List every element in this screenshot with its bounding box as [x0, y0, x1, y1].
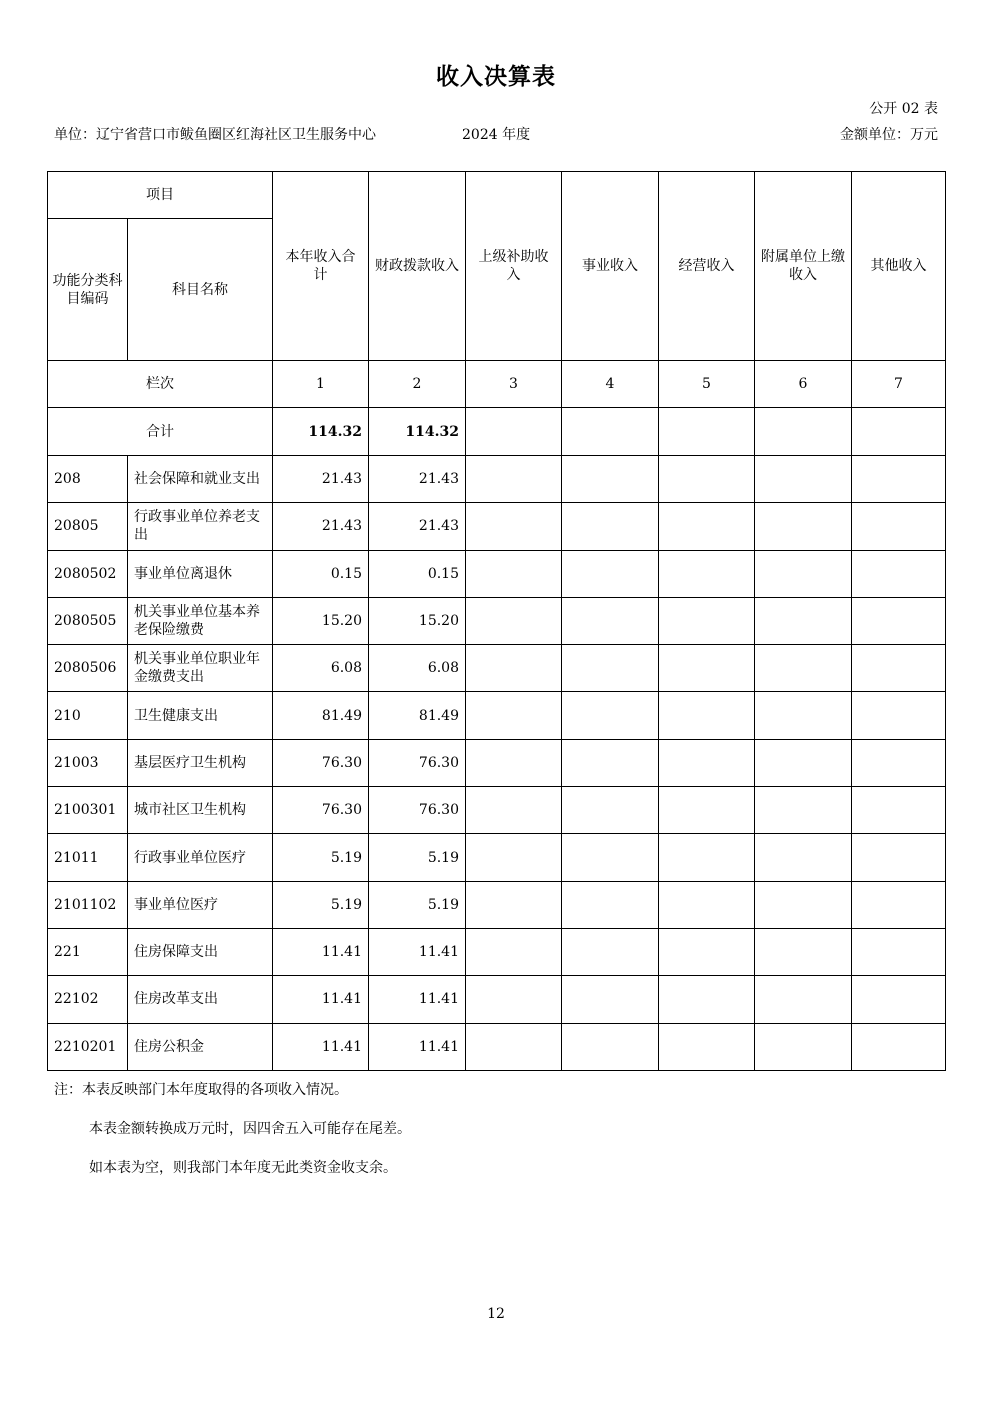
row-code: 20805	[48, 503, 128, 550]
table-row	[48, 645, 946, 692]
empty-cell	[562, 645, 659, 692]
table-row	[48, 1023, 946, 1070]
header-other: 其他收入	[852, 172, 946, 361]
empty-cell	[562, 787, 659, 834]
row-total: 76.30	[273, 787, 369, 834]
row-code: 21011	[48, 834, 128, 881]
header-affiliated: 附属单位上缴收入	[755, 172, 852, 361]
empty-cell	[659, 881, 755, 928]
column-index-7: 7	[852, 361, 946, 408]
row-fiscal: 76.30	[369, 739, 466, 786]
summary-row	[48, 408, 946, 456]
row-code: 2100301	[48, 787, 128, 834]
row-fiscal: 21.43	[369, 456, 466, 503]
empty-cell	[466, 1023, 562, 1070]
row-fiscal: 81.49	[369, 692, 466, 739]
row-code: 208	[48, 456, 128, 503]
empty-cell	[562, 503, 659, 550]
row-code: 2210201	[48, 1023, 128, 1070]
empty-cell	[466, 881, 562, 928]
row-total: 11.41	[273, 1023, 369, 1070]
row-total: 81.49	[273, 692, 369, 739]
empty-cell	[852, 645, 946, 692]
header-business: 事业收入	[562, 172, 659, 361]
table-row	[48, 456, 946, 503]
row-fiscal: 11.41	[369, 1023, 466, 1070]
row-code: 21003	[48, 739, 128, 786]
summary-total: 114.32	[273, 408, 369, 456]
empty-cell	[659, 976, 755, 1023]
row-name: 社会保障和就业支出	[128, 456, 273, 503]
table-row	[48, 739, 946, 786]
empty-cell	[755, 503, 852, 550]
row-name: 事业单位医疗	[128, 881, 273, 928]
empty-cell	[659, 928, 755, 975]
header-name: 科目名称	[128, 219, 273, 361]
empty-cell	[659, 456, 755, 503]
empty-cell	[562, 550, 659, 597]
column-index-label: 栏次	[48, 361, 273, 408]
empty-cell	[466, 692, 562, 739]
column-index-6: 6	[755, 361, 852, 408]
row-fiscal: 6.08	[369, 645, 466, 692]
row-total: 76.30	[273, 739, 369, 786]
empty-cell	[466, 739, 562, 786]
column-index-2: 2	[369, 361, 466, 408]
table-row	[48, 597, 946, 644]
empty-cell	[852, 787, 946, 834]
empty-cell	[852, 550, 946, 597]
row-name: 卫生健康支出	[128, 692, 273, 739]
empty-cell	[466, 928, 562, 975]
row-fiscal: 0.15	[369, 550, 466, 597]
empty-cell	[659, 503, 755, 550]
row-fiscal: 21.43	[369, 503, 466, 550]
row-total: 11.41	[273, 928, 369, 975]
column-index-5: 5	[659, 361, 755, 408]
empty-cell	[562, 881, 659, 928]
table-row	[48, 550, 946, 597]
header-total: 本年收入合计	[273, 172, 369, 361]
row-name: 机关事业单位基本养老保险缴费	[128, 597, 273, 644]
empty-cell	[659, 834, 755, 881]
empty-cell	[659, 739, 755, 786]
header-superior: 上级补助收入	[466, 172, 562, 361]
empty-cell	[755, 881, 852, 928]
summary-fiscal: 114.32	[369, 408, 466, 456]
row-code: 2101102	[48, 881, 128, 928]
row-fiscal: 11.41	[369, 928, 466, 975]
empty-cell	[466, 597, 562, 644]
empty-cell	[562, 597, 659, 644]
page-title: 收入决算表	[436, 64, 556, 90]
table-row	[48, 928, 946, 975]
empty-cell	[755, 787, 852, 834]
reporting-unit: 单位：辽宁省营口市鲅鱼圈区红海社区卫生服务中心	[54, 127, 376, 143]
row-name: 城市社区卫生机构	[128, 787, 273, 834]
empty-cell	[852, 834, 946, 881]
empty-cell	[755, 597, 852, 644]
row-total: 21.43	[273, 456, 369, 503]
header-operating: 经营收入	[659, 172, 755, 361]
row-name: 住房保障支出	[128, 928, 273, 975]
empty-cell	[852, 503, 946, 550]
empty-cell	[466, 645, 562, 692]
row-total: 11.41	[273, 976, 369, 1023]
empty-cell	[562, 976, 659, 1023]
empty-cell	[852, 881, 946, 928]
row-name: 行政事业单位医疗	[128, 834, 273, 881]
page-number: 12	[487, 1306, 505, 1322]
empty-cell	[562, 692, 659, 739]
empty-cell	[852, 597, 946, 644]
table-row	[48, 976, 946, 1023]
empty-cell	[852, 928, 946, 975]
row-code: 22102	[48, 976, 128, 1023]
empty-cell	[755, 928, 852, 975]
column-index-3: 3	[466, 361, 562, 408]
money-unit: 金额单位：万元	[840, 127, 938, 143]
summary-label: 合计	[48, 408, 273, 456]
row-total: 5.19	[273, 881, 369, 928]
empty-cell	[466, 834, 562, 881]
header-fiscal: 财政拨款收入	[369, 172, 466, 361]
empty-cell	[755, 834, 852, 881]
row-name: 住房改革支出	[128, 976, 273, 1023]
empty-cell	[852, 456, 946, 503]
empty-cell	[562, 928, 659, 975]
row-total: 5.19	[273, 834, 369, 881]
empty-cell	[562, 1023, 659, 1070]
empty-cell	[466, 976, 562, 1023]
row-code: 2080506	[48, 645, 128, 692]
table-row	[48, 881, 946, 928]
empty-cell	[466, 503, 562, 550]
column-index-row	[48, 361, 946, 408]
note-2: 本表金额转换成万元时，因四舍五入可能存在尾差。	[89, 1121, 411, 1137]
empty-cell	[659, 787, 755, 834]
row-name: 基层医疗卫生机构	[128, 739, 273, 786]
empty-cell	[755, 739, 852, 786]
row-total: 15.20	[273, 597, 369, 644]
row-name: 住房公积金	[128, 1023, 273, 1070]
notes	[54, 1080, 411, 1197]
note-3: 如本表为空，则我部门本年度无此类资金收支余。	[89, 1160, 397, 1176]
row-fiscal: 15.20	[369, 597, 466, 644]
empty-cell	[755, 645, 852, 692]
empty-cell	[755, 1023, 852, 1070]
row-code: 210	[48, 692, 128, 739]
empty-cell	[466, 456, 562, 503]
empty-cell	[466, 550, 562, 597]
empty-cell	[562, 456, 659, 503]
row-total: 21.43	[273, 503, 369, 550]
row-total: 6.08	[273, 645, 369, 692]
row-code: 2080502	[48, 550, 128, 597]
row-fiscal: 11.41	[369, 976, 466, 1023]
empty-cell	[852, 1023, 946, 1070]
column-index-1: 1	[273, 361, 369, 408]
report-year: 2024 年度	[462, 127, 531, 143]
empty-cell	[755, 976, 852, 1023]
form-number: 公开 02 表	[869, 101, 938, 117]
empty-cell	[659, 597, 755, 644]
empty-cell	[659, 645, 755, 692]
empty-cell	[852, 692, 946, 739]
empty-cell	[852, 976, 946, 1023]
row-total: 0.15	[273, 550, 369, 597]
table-row	[48, 692, 946, 739]
note-1: 注：本表反映部门本年度取得的各项收入情况。	[54, 1082, 348, 1098]
empty-cell	[755, 550, 852, 597]
empty-cell	[659, 692, 755, 739]
row-code: 2080505	[48, 597, 128, 644]
empty-cell	[466, 787, 562, 834]
table-row	[48, 787, 946, 834]
empty-cell	[755, 456, 852, 503]
empty-cell	[755, 692, 852, 739]
row-fiscal: 5.19	[369, 834, 466, 881]
row-fiscal: 76.30	[369, 787, 466, 834]
empty-cell	[852, 739, 946, 786]
column-index-4: 4	[562, 361, 659, 408]
header-code: 功能分类科目编码	[48, 219, 128, 361]
header-item: 项目	[48, 172, 273, 219]
empty-cell	[659, 1023, 755, 1070]
row-code: 221	[48, 928, 128, 975]
empty-cell	[659, 550, 755, 597]
income-table	[47, 171, 946, 1071]
row-name: 事业单位离退休	[128, 550, 273, 597]
table-row	[48, 834, 946, 881]
row-name: 机关事业单位职业年金缴费支出	[128, 645, 273, 692]
row-name: 行政事业单位养老支出	[128, 503, 273, 550]
table-row	[48, 503, 946, 550]
empty-cell	[562, 834, 659, 881]
row-fiscal: 5.19	[369, 881, 466, 928]
empty-cell	[562, 739, 659, 786]
